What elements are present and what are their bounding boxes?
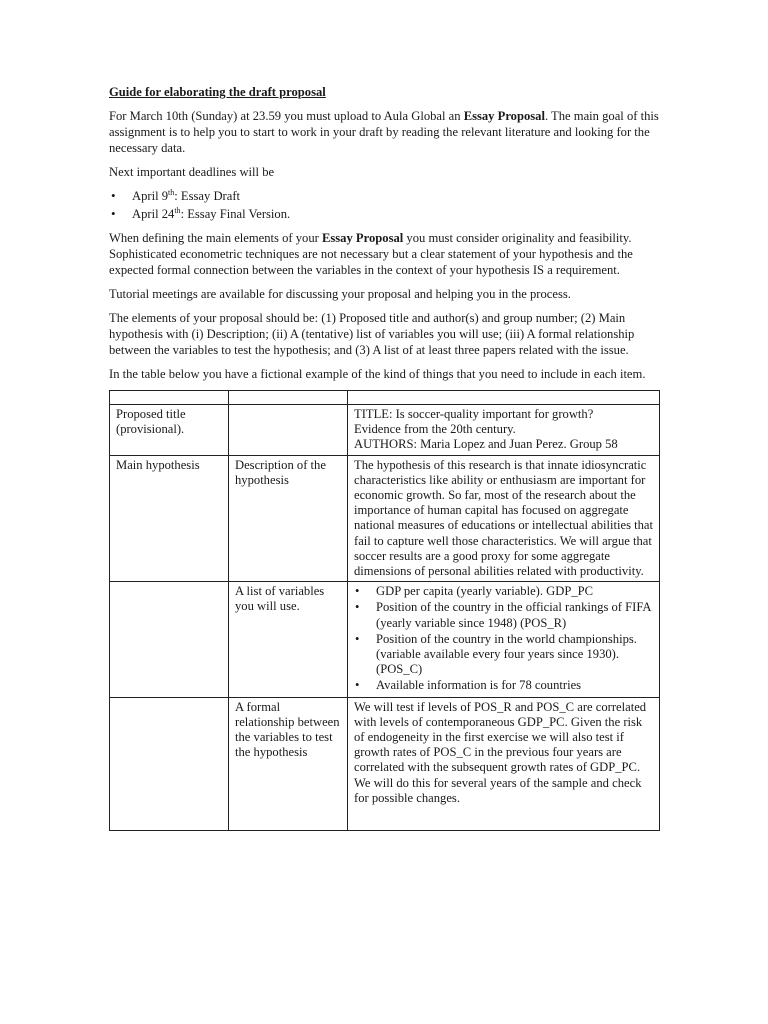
cell-description-text: The hypothesis of this research is that innate idiosyncratic characteristics like ability or enthusiasm are important for economic growth. So far, most of the research about the importance of human capital has focused on aggregate national measures of educations or intellectual abilities that fail to capture well those characteristics. We will argue that soccer results are a good proxy for some aggregate dimensions of personal abilities related with productivity. [348,455,660,582]
variable-item: • Available information is for 78 countries [354,678,653,693]
authors-line: AUTHORS: Maria Lopez and Juan Perez. Group 58 [354,437,618,452]
page-title: Guide for elaborating the draft proposal [109,85,326,99]
table-row-variables [110,582,660,697]
variable-item: • GDP per capita (yearly variable). GDP_PC [354,584,653,599]
defining-paragraph [109,230,659,278]
cell-description-label: Description of the hypothesis [229,455,348,582]
deadline-label: : Essay Final Version. [180,207,291,221]
deadlines-intro: Next important deadlines will be [109,165,275,179]
deadline-ordinal: th [174,205,181,215]
deadline-item [109,206,659,222]
intro-paragraph [109,108,659,156]
cell-main-hypothesis: Main hypothesis [110,455,229,582]
elements-paragraph: The elements of your proposal should be: (1) Proposed title and author(s) and group number; (2) Main hypothesis with (i) Description; (ii) A (tentative) list of variables you will use; (iii) A formal relationship between the variables to test the hypothesis; and (3) A list of at least three papers related with the issue. [109,311,635,357]
intro-text-1: For March 10th (Sunday) at 23.59 you must upload to Aula Global an [109,109,464,123]
table-cell [348,391,660,405]
example-table [109,390,660,831]
defining-text-2: you must consider originality and feasibility. Sophisticated econometric techniques are not necessary but a clear statement of your hypothesis and the expected formal connection between the variables in the context of your hypothesis IS a requirement. [109,231,633,277]
intro-bold: Essay Proposal [463,109,545,123]
defining-text-1: When defining the main elements of your [109,231,322,245]
table-intro-paragraph: In the table below you have a fictional example of the kind of things that you need to include in each item. [109,367,646,381]
table-row-hypothesis [110,455,660,582]
table-row-title [110,405,660,456]
cell-variables-list [348,582,660,697]
table-cell [229,391,348,405]
cell-proposed-title: Proposed title (provisional). [110,405,229,456]
cell-relationship-label: A formal relationship between the variables to test the hypothesis [229,697,348,830]
table-cell [110,582,229,697]
table-header-row [110,391,660,405]
cell-variables-label: A list of variables you will use. [229,582,348,697]
deadline-label: : Essay Draft [174,189,241,203]
cell-relationship-text: We will test if levels of POS_R and POS_C are correlated with levels of contemporaneous GDP_PC. Given the risk of endogeneity in the first exercise we will also test if growth rates of POS_C in the previous four years are correlated with the subsequent growth rates of GDP_PC. We will do this for several years of the sample and check for possible changes. [348,697,660,830]
document-content [109,84,659,831]
cell-title-authors [348,405,660,456]
title-line: TITLE: Is soccer-quality important for growth? [354,407,594,421]
deadline-item [109,188,659,204]
table-cell [110,391,229,405]
variables-list [354,584,653,693]
deadline-ordinal: th [168,187,175,197]
table-cell [229,405,348,456]
table-row-relationship [110,697,660,830]
deadline-date: April 24 [132,207,175,221]
deadline-list [109,188,659,222]
table-cell [110,697,229,830]
variable-item: • Position of the country in the world championships. (variable available every four years since 1930). (POS_C) [354,632,653,678]
title-line: Evidence from the 20th century. [354,422,516,437]
deadline-date: April 9 [132,189,169,203]
variable-item: • Position of the country in the official rankings of FIFA (yearly variable since 1948) (POS_R) [354,600,653,630]
tutorial-paragraph: Tutorial meetings are available for discussing your proposal and helping you in the process. [109,287,571,301]
defining-bold: Essay Proposal [321,231,404,245]
intro-text-2: . The main goal of this assignment is to help you to start to work in your draft by reading the relevant literature and looking for the necessary data. [109,109,659,155]
